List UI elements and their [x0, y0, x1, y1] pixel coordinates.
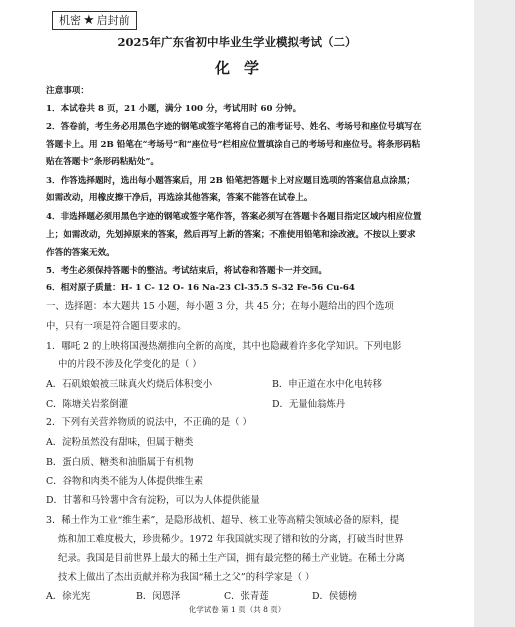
- question-1-option-c: C．陈塘关岩浆倒灌: [46, 399, 129, 410]
- question-2-option-b: B．蛋白质、糖类和油脂属于有机物: [46, 457, 194, 468]
- viewer-sidebar: [474, 0, 515, 627]
- notice-heading: 注意事项：: [46, 86, 89, 96]
- notice-line: 上；如需改动，先划掉原来的答案，然后再写上新的答案；不准使用铅笔和涂改液。不按以上要求: [46, 230, 416, 240]
- question-1-stem-cont: 中的片段不涉及化学变化的是（ ）: [58, 359, 202, 370]
- question-3-option-d: D．侯德榜: [312, 591, 358, 602]
- question-1-stem: 1．哪吒 2 的上映将国漫热潮推向全新的高度，其中也隐藏着许多化学知识。下列电影: [46, 341, 402, 352]
- notice-line: 2．答卷前，考生务必用黑色字迹的钢笔或签字笔将自己的准考证号、姓名、考场号和座位号填写在: [46, 122, 422, 132]
- confidential-badge: [52, 11, 137, 30]
- question-3-stem-cont: 技术上做出了杰出贡献并称为我国“稀土之父”的科学家是（ ）: [58, 572, 315, 583]
- notice-line: 4．非选择题必须用黑色字迹的钢笔或签字笔作答，答案必须写在答题卡各题目指定区域内相应位置: [46, 212, 422, 222]
- section-heading-cont: 中，只有一项是符合题目要求的。: [46, 321, 187, 332]
- notice-line: 贴在答题卡“条形码粘贴处”。: [46, 157, 160, 167]
- notice-line: 6．相对原子质量：H- 1 C- 12 O- 16 Na-23 Cl-35.5 S-32 Fe-56 Cu-64: [46, 283, 355, 293]
- exam-title: 2025年广东省初中毕业生学业模拟考试（二）: [117, 35, 357, 49]
- badge-left-text: 机密: [59, 14, 81, 27]
- question-3-option-c: C．张青莲: [224, 591, 269, 602]
- subject-title: 化学: [214, 59, 273, 77]
- question-2-option-c: C．谷物和肉类不能为人体提供维生素: [46, 476, 204, 487]
- question-3-stem-cont: 纪录。我国是目前世界上最大的稀土生产国，拥有最完整的稀土产业链。在稀土分离: [58, 553, 405, 564]
- star-icon: ★: [83, 13, 95, 28]
- notice-line: 3．作答选择题时，选出每小题答案后，用 2B 铅笔把答题卡上对应题目选项的答案信息点涂黑；: [46, 176, 415, 186]
- question-2-option-d: D．甘薯和马铃薯中含有淀粉，可以为人体提供能量: [46, 495, 260, 506]
- notice-line: 5．考生必须保持答题卡的整洁。考试结束后，将试卷和答题卡一并交回。: [46, 266, 327, 276]
- badge-right-text: 启封前: [96, 14, 130, 27]
- question-2-option-a: A．淀粉虽然没有甜味，但属于糖类: [46, 437, 194, 448]
- question-1-option-a: A．石矶娘娘被三昧真火灼烧后体积变小: [46, 379, 213, 390]
- question-1-option-b: B．申正道在水中化电转移: [272, 379, 383, 390]
- question-3-stem-cont: 炼和加工难度极大，珍贵稀少。1972 年我国就实现了镨和钕的分离，打破当时世界: [58, 534, 404, 545]
- question-3-stem: 3．稀土作为工业“维生素”，是隐形战机、超导、核工业等高精尖领域必备的原料，提: [46, 515, 400, 526]
- notice-line: 作答的答案无效。: [46, 248, 115, 258]
- section-heading: 一、选择题：本大题共 15 小题，每小题 3 分，共 45 分；在每小题给出的四个选项: [46, 301, 394, 312]
- notice-line: 如需改动，用橡皮擦干净后，再选涂其他答案，答案不能答在试卷上。: [46, 193, 313, 203]
- question-3-option-a: A．徐光宪: [46, 591, 91, 602]
- page-footer: 化学试卷 第 1 页（共 8 页）: [188, 605, 286, 614]
- notice-line: 1．本试卷共 8 页，21 小题，满分 100 分，考试用时 60 分钟。: [46, 104, 302, 114]
- question-3-option-b: B．闵恩泽: [136, 591, 181, 602]
- notice-line: 答题卡上。用 2B 铅笔在“考场号”和“座位号”栏相应位置填涂自己的考场号和座位号。将条形码粘: [46, 140, 421, 150]
- question-2-stem: 2．下列有关营养物质的说法中，不正确的是（ ）: [46, 417, 252, 428]
- question-1-option-d: D．无量仙翁炼丹: [272, 399, 346, 410]
